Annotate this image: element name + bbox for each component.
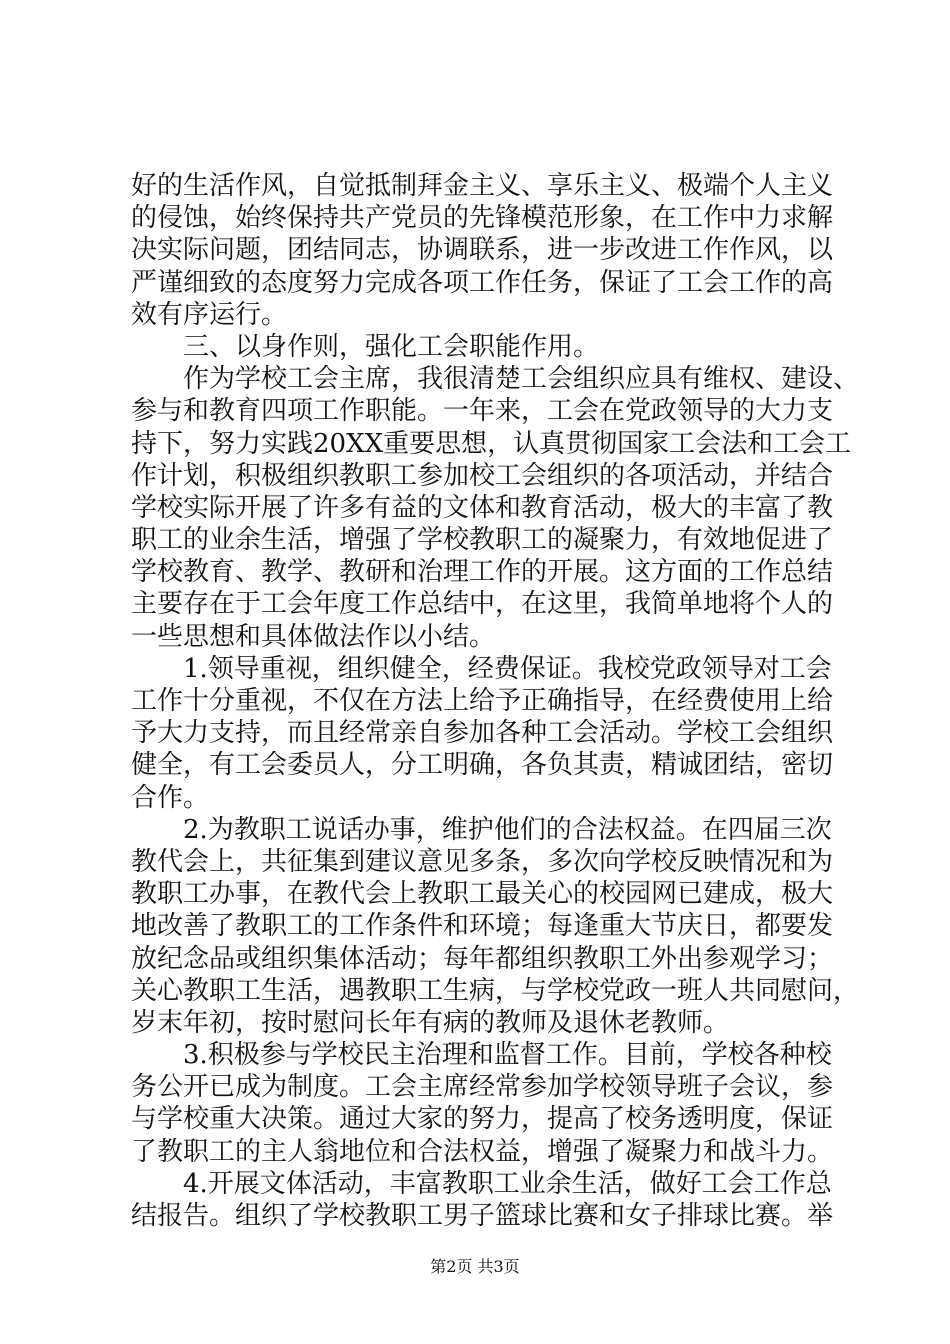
text-line: 主要存在于工会年度工作总结中，在这里，我简单地将个人的	[131, 589, 834, 620]
text-line: 予大力支持，而且经常亲自参加各种工会活动。学校工会组织	[131, 718, 834, 749]
text-line: 持下，努力实践20XX重要思想，认真贯彻国家工会法和工会工	[131, 428, 852, 459]
text-line: 健全，有工会委员人，分工明确，各负其责，精诚团结，密切	[131, 750, 834, 781]
text-line: 的侵蚀，始终保持共产党员的先锋模范形象，在工作中力求解	[131, 203, 834, 234]
text-line: 结报告。组织了学校教职工男子篮球比赛和女子排球比赛。举	[131, 1201, 834, 1231]
text-line: 学校实际开展了许多有益的文体和教育活动，极大的丰富了教	[131, 492, 834, 523]
text-line: 作为学校工会主席，我很清楚工会组织应具有维权、建设、	[183, 364, 860, 395]
text-line: 与学校重大决策。通过大家的努力，提高了校务透明度，保证	[131, 1104, 834, 1135]
text-line: 务公开已成为制度。工会主席经常参加学校领导班子会议，参	[131, 1072, 834, 1103]
text-line: 教代会上，共征集到建议意见多条，多次向学校反映情况和为	[131, 846, 834, 877]
text-line: 地改善了教职工的工作条件和环境；每逢重大节庆日，都要发	[131, 911, 834, 942]
text-line: 4.开展文体活动，丰富教职工业余生活，做好工会工作总	[183, 1168, 832, 1199]
text-line: 教职工办事，在教代会上教职工最关心的校园网已建成，极大	[131, 879, 834, 910]
text-line: 好的生活作风，自觉抵制拜金主义、享乐主义、极端个人主义	[131, 171, 834, 201]
text-line: 三、以身作则，强化工会职能作用。	[183, 331, 600, 362]
text-line: 工作十分重视，不仅在方法上给予正确指导，在经费使用上给	[131, 686, 834, 716]
text-line: 了教职工的主人翁地位和合法权益，增强了凝聚力和战斗力。	[131, 1136, 834, 1167]
text-line: 3.积极参与学校民主治理和监督工作。目前，学校各种校	[183, 1040, 832, 1071]
text-line: 1.领导重视，组织健全，经费保证。我校党政领导对工会	[183, 653, 832, 684]
text-line: 合作。	[131, 782, 210, 813]
text-line: 2.为教职工说话办事，维护他们的合法权益。在四届三次	[183, 814, 832, 845]
text-line: 关心教职工生活，遇教职工生病，与学校党政一班人共同慰问，	[131, 975, 860, 1006]
page-footer: 第2页 共3页	[430, 1257, 520, 1276]
text-line: 学校教育、教学、教研和治理工作的开展。这方面的工作总结	[131, 557, 834, 588]
text-line: 决实际问题，团结同志，协调联系，进一步改进工作作风，以	[131, 235, 834, 266]
text-line: 效有序运行。	[131, 299, 288, 330]
text-line: 放纪念品或组织集体活动；每年都组织教职工外出参观学习；	[131, 943, 834, 974]
text-line: 职工的业余生活，增强了学校教职工的凝聚力，有效地促进了	[131, 525, 834, 556]
document-body	[131, 170, 860, 1232]
text-line: 岁末年初，按时慰问长年有病的教师及退休老教师。	[131, 1007, 730, 1038]
text-line: 参与和教育四项工作职能。一年来，工会在党政领导的大力支	[131, 396, 834, 427]
text-line: 一些思想和具体做法作以小结。	[131, 621, 496, 652]
text-line: 作计划，积极组织教职工参加校工会组织的各项活动，并结合	[131, 460, 834, 491]
text-line: 严谨细致的态度努力完成各项工作任务，保证了工会工作的高	[131, 267, 834, 298]
